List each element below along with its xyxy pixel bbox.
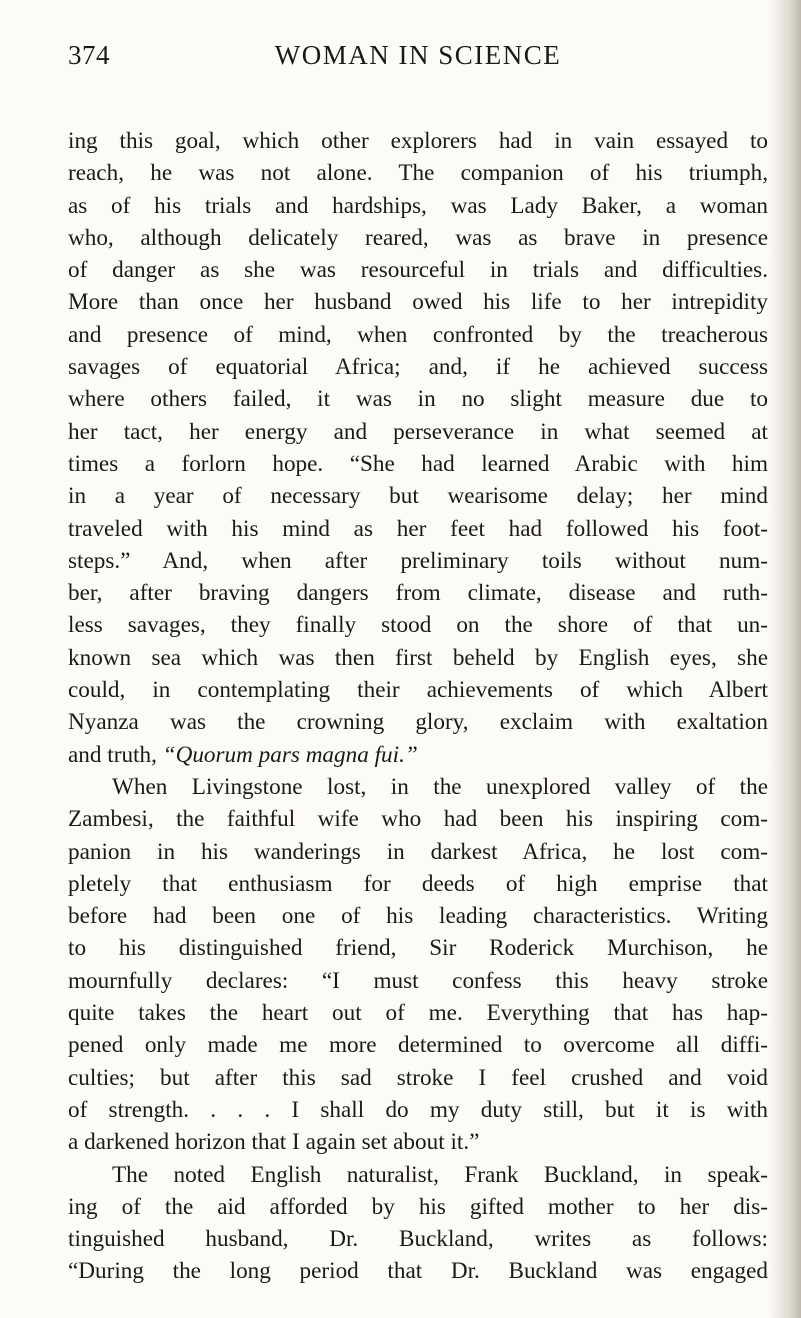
text-line: pletely that enthusiasm for deeds of high emprise that [68, 870, 768, 897]
text-line: More than once her husband owed his life to her intrepidity [68, 289, 768, 316]
text-line: panion in his wanderings in darkest Africa, he lost com- [68, 838, 768, 865]
paragraph-start: The noted English naturalist, Frank Buckland, in speak- [112, 1161, 768, 1188]
text-line: traveled with his mind as her feet had followed his foot- [68, 515, 768, 542]
book-page [68, 40, 768, 1288]
latin-quote: “Quorum pars magna fui.” [162, 741, 418, 768]
text-line: ing of the aid afforded by his gifted mother to her dis- [68, 1193, 768, 1220]
text-line: tinguished husband, Dr. Buckland, writes as follows: [68, 1226, 768, 1253]
text-line: of strength. . . . I shall do my duty still, but it is with [68, 1096, 768, 1123]
text-line: ing this goal, which other explorers had in vain essayed to [68, 128, 768, 154]
text-line: Nyanza was the crowning glory, exclaim with exaltation [68, 709, 768, 736]
text-line-with-quote [68, 739, 768, 771]
text-line: Zambesi, the faithful wife who had been his inspiring com- [68, 806, 768, 833]
body-text [68, 125, 768, 1288]
running-title: WOMAN IN SCIENCE [274, 40, 562, 70]
text-line: times a forlorn hope. “She had learned Arabic with him [68, 450, 768, 477]
text-line: to his distinguished friend, Sir Roderick Murchison, he [68, 935, 768, 962]
text-line: and presence of mind, when confronted by the treacherous [68, 321, 768, 348]
text-line: quite takes the heart out of me. Everything that has hap- [68, 1000, 768, 1027]
text-line: where others failed, it was in no slight measure due to [68, 386, 768, 413]
text-line: pened only made me more determined to overcome all diffi- [68, 1032, 768, 1059]
text-line: known sea which was then first beheld by English eyes, she [68, 644, 768, 671]
text-line: ber, after braving dangers from climate, disease and ruth- [68, 580, 768, 607]
page-number: 374 [68, 40, 110, 70]
text-line: as of his trials and hardships, was Lady Baker, a woman [68, 192, 768, 219]
text-line: who, although delicately reared, was as brave in presence [68, 224, 768, 251]
text-line: a darkened horizon that I again set about it.” [68, 1129, 480, 1156]
text-line: “During the long period that Dr. Buckland was engaged [68, 1258, 768, 1285]
text-line: mournfully declares: “I must confess this heavy stroke [68, 967, 768, 994]
text-line: her tact, her energy and perseverance in what seemed at [68, 418, 768, 445]
text-line: of danger as she was resourceful in trials and difficulties. [68, 257, 768, 284]
text-line: steps.” And, when after preliminary toils without num- [68, 547, 768, 574]
text-line: and truth, [68, 741, 157, 768]
running-head [68, 40, 768, 80]
text-line: could, in contemplating their achievements of which Albert [68, 677, 768, 704]
text-line: less savages, they finally stood on the shore of that un- [68, 612, 768, 639]
text-line: reach, he was not alone. The companion of his triumph, [68, 160, 768, 187]
text-line: culties; but after this sad stroke I feel crushed and void [68, 1064, 768, 1091]
text-line: in a year of necessary but wearisome delay; her mind [68, 483, 768, 510]
text-line: before had been one of his leading characteristics. Writing [68, 903, 768, 930]
paragraph-start: When Livingstone lost, in the unexplored valley of the [112, 773, 768, 800]
text-line: savages of equatorial Africa; and, if he achieved success [68, 354, 768, 381]
